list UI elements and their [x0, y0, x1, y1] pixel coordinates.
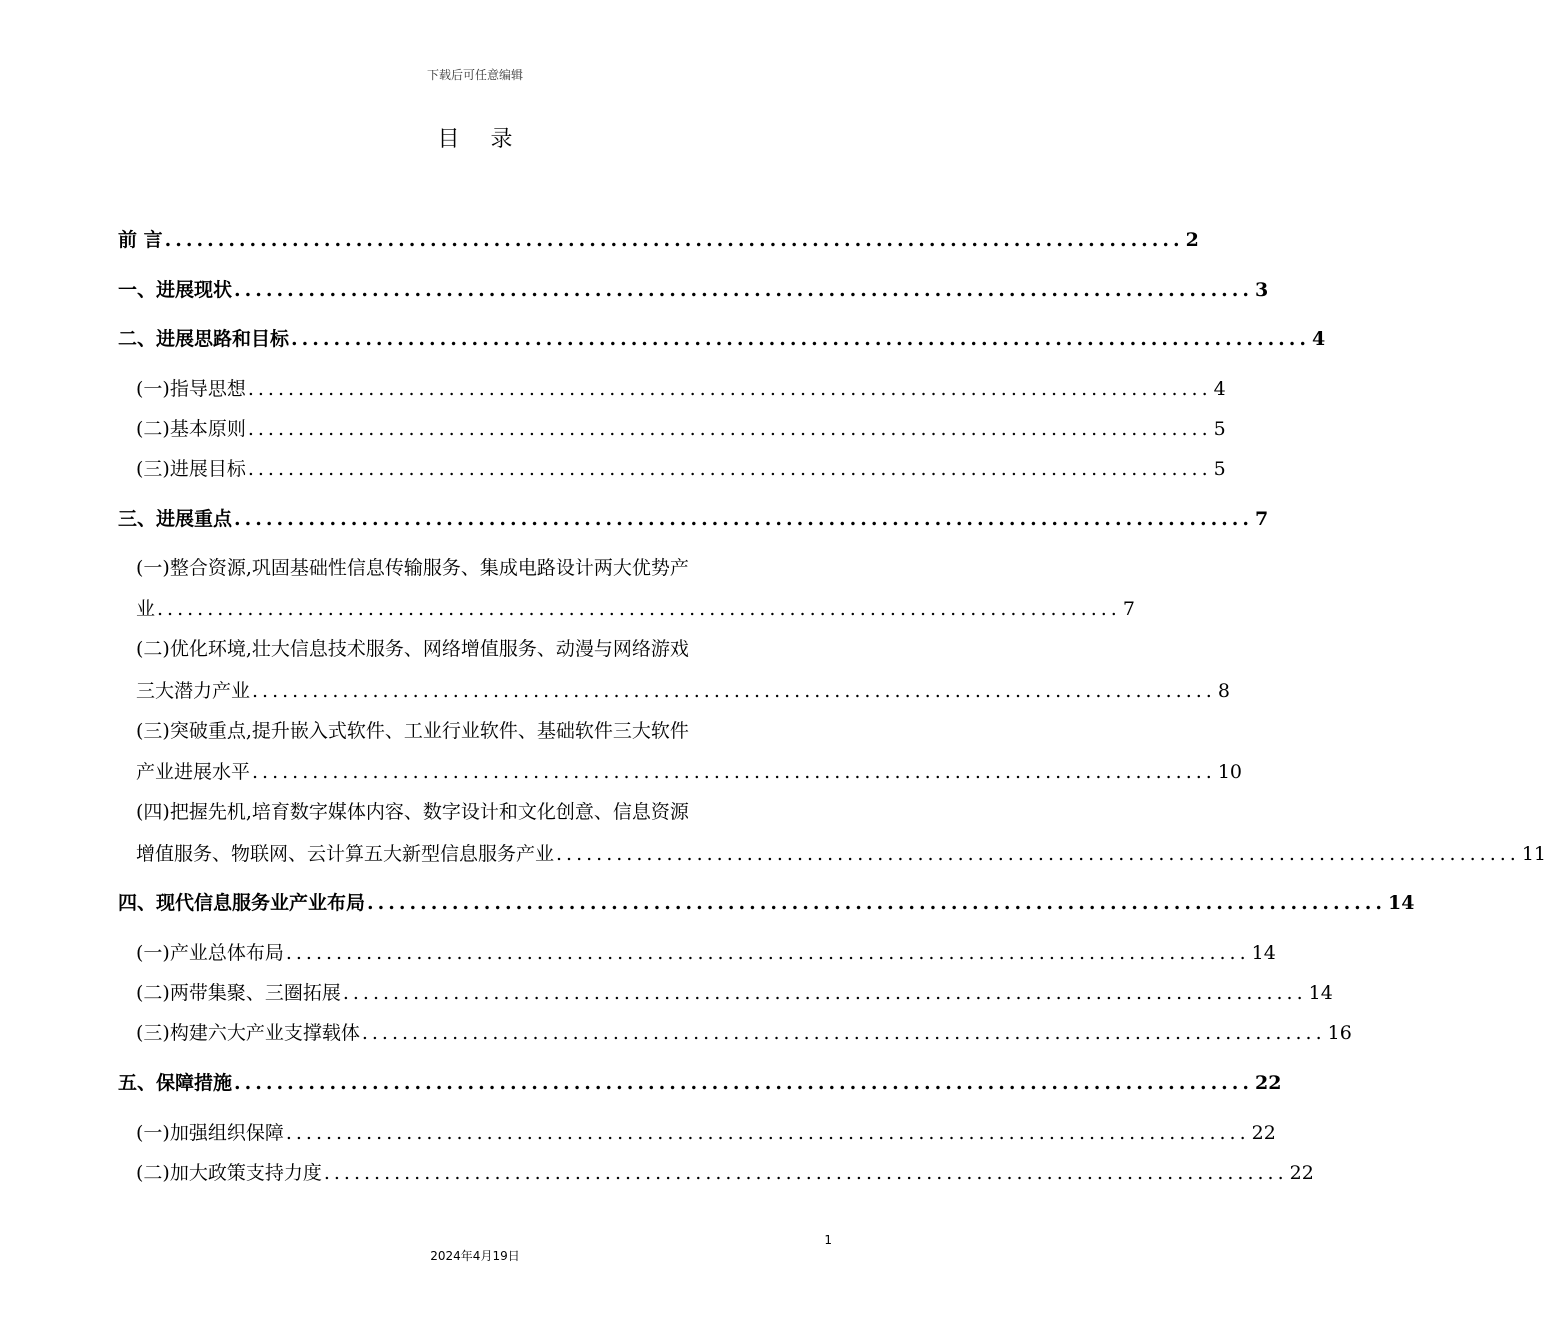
toc-entry-2-2[interactable]	[136, 414, 1226, 441]
toc-entry-page: 22	[1289, 1162, 1314, 1184]
toc-leader-dots: ................................................................................................	[247, 418, 1212, 440]
toc-leader-dots: ................................................................................................	[234, 279, 1254, 301]
toc-entry-page: 14	[1308, 982, 1333, 1004]
toc-entry-page: 10	[1217, 761, 1242, 783]
page-header: 下载后可任意编辑	[426, 68, 523, 82]
toc-entry-page: 2	[1185, 229, 1199, 251]
toc-entry-title: (二)加大政策支持力度	[136, 1162, 322, 1184]
toc-leader-dots: ................................................................................................	[247, 458, 1212, 480]
toc-leader-dots: ................................................................................................	[367, 892, 1387, 914]
toc-entry-4-1[interactable]	[136, 938, 1276, 965]
toc-leader-dots: ................................................................................................	[252, 680, 1216, 702]
toc-entry-section-2[interactable]	[118, 324, 1326, 351]
toc-entry-section-5[interactable]	[118, 1068, 1282, 1095]
toc-entry-4-2[interactable]	[136, 978, 1333, 1005]
toc-entry-page: 5	[1213, 458, 1226, 480]
toc-entry-3-3-line1[interactable]: (三)突破重点,提升嵌入式软件、工业行业软件、基础软件三大软件	[136, 720, 689, 742]
toc-leader-dots: ................................................................................................	[361, 1022, 1326, 1044]
toc-entry-title: 三、进展重点	[118, 508, 233, 530]
toc-entry-title: 增值服务、物联网、云计算五大新型信息服务产业	[136, 843, 555, 865]
toc-entry-3-1-line1[interactable]: (一)整合资源,巩固基础性信息传输服务、集成电路设计两大优势产	[136, 557, 689, 579]
toc-entry-page: 3	[1255, 279, 1269, 301]
toc-leader-dots: ................................................................................................	[291, 328, 1311, 350]
toc-leader-dots: ................................................................................................	[323, 1162, 1288, 1184]
toc-entry-page: 14	[1251, 942, 1276, 964]
toc-entry-page: 7	[1122, 598, 1135, 620]
toc-entry-5-2[interactable]	[136, 1158, 1314, 1185]
toc-entry-page: 4	[1312, 328, 1326, 350]
toc-leader-dots: ................................................................................................	[285, 1122, 1250, 1144]
toc-entry-title: (三)进展目标	[136, 458, 246, 480]
toc-leader-dots: ................................................................................................	[234, 508, 1254, 530]
toc-entry-title: (一)指导思想	[136, 378, 246, 400]
toc-entry-page: 8	[1217, 680, 1230, 702]
toc-entry-title: 三大潜力产业	[136, 680, 251, 702]
page-number: 1	[824, 1233, 832, 1247]
page-footer-date: 2024年4月19日	[430, 1249, 520, 1263]
toc-entry-title: 五、保障措施	[118, 1072, 233, 1094]
toc-entry-3-2[interactable]	[136, 676, 1230, 703]
toc-entry-title: (一)加强组织保障	[136, 1122, 284, 1144]
toc-entry-3-2-line1[interactable]: (二)优化环境,壮大信息技术服务、网络增值服务、动漫与网络游戏	[136, 638, 689, 660]
toc-entry-page: 7	[1255, 508, 1269, 530]
toc-leader-dots: ................................................................................................	[164, 229, 1184, 251]
toc-entry-title: (二)基本原则	[136, 418, 246, 440]
toc-entry-title: 业	[136, 598, 156, 620]
toc-leader-dots: ................................................................................................	[234, 1072, 1254, 1094]
toc-entry-page: 22	[1255, 1072, 1282, 1094]
toc-entry-4-3[interactable]	[136, 1018, 1352, 1045]
toc-entry-title: 二、进展思路和目标	[118, 328, 290, 350]
toc-entry-3-3[interactable]	[136, 757, 1242, 784]
toc-leader-dots: ................................................................................................	[247, 378, 1212, 400]
toc-entry-title: 一、进展现状	[118, 279, 233, 301]
toc-leader-dots: ................................................................................................	[252, 761, 1216, 783]
toc-entry-page: 22	[1251, 1122, 1276, 1144]
toc-entry-page: 16	[1327, 1022, 1352, 1044]
toc-leader-dots: ................................................................................................	[157, 598, 1121, 620]
toc-entry-section-1[interactable]	[118, 275, 1269, 302]
toc-entry-page: 4	[1213, 378, 1226, 400]
toc-entry-2-1[interactable]	[136, 374, 1226, 401]
toc-entry-page: 11	[1521, 843, 1546, 865]
toc-leader-dots: ................................................................................................	[556, 843, 1520, 865]
toc-entry-title: 产业进展水平	[136, 761, 251, 783]
toc-entry-title: 四、现代信息服务业产业布局	[118, 892, 366, 914]
toc-entry-section-3[interactable]	[118, 504, 1269, 531]
toc-entry-3-1[interactable]	[136, 594, 1135, 621]
toc-entry-3-4-line1[interactable]: (四)把握先机,培育数字媒体内容、数字设计和文化创意、信息资源	[136, 801, 689, 823]
toc-entry-title: (二)两带集聚、三圈拓展	[136, 982, 341, 1004]
toc-entry-preface[interactable]	[118, 225, 1199, 252]
toc-entry-2-3[interactable]	[136, 454, 1226, 481]
toc-entry-title: (三)构建六大产业支撑载体	[136, 1022, 360, 1044]
toc-entry-page: 5	[1213, 418, 1226, 440]
toc-entry-page: 14	[1388, 892, 1415, 914]
toc-entry-5-1[interactable]	[136, 1118, 1276, 1145]
toc-entry-3-4[interactable]	[136, 839, 1546, 866]
toc-leader-dots: ................................................................................................	[342, 982, 1307, 1004]
toc-entry-section-4[interactable]	[118, 888, 1415, 915]
toc-leader-dots: ................................................................................................	[285, 942, 1250, 964]
toc-title: 目 录	[437, 127, 525, 152]
toc-entry-title: (一)产业总体布局	[136, 942, 284, 964]
toc-entry-title: 前 言	[118, 229, 163, 251]
